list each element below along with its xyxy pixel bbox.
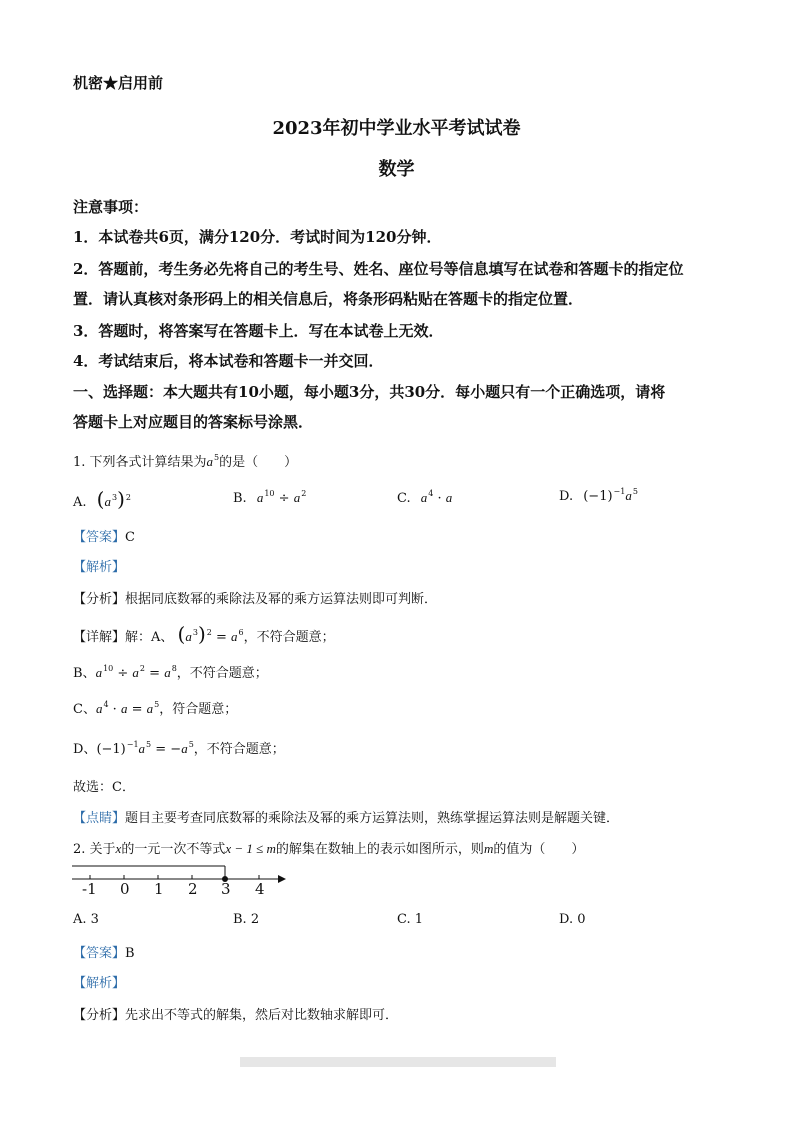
notice-item-3: 3．答题时，将答案写在答题卡上．写在本试卷上无效． [73, 322, 444, 340]
notice-item-2-cont: 置．请认真核对条形码上的相关信息后，将条形码粘贴在答题卡的指定位置． [73, 290, 584, 308]
axis-label: 1 [154, 880, 164, 898]
exam-title: 2023年初中学业水平考试试卷 [272, 118, 521, 139]
confidential-label: 机密★启用前 [73, 74, 164, 92]
q1-xiangjie-d: D、$(-1)^{-1}a^5 = -a^5$，不符合题意； [73, 740, 285, 757]
q2-analysis-tag: 【解析】 [73, 976, 126, 991]
q2-answer: 【答案】B [73, 946, 135, 961]
q2-fenxi: 【分析】先求出不等式的解集，然后对比数轴求解即可． [73, 1008, 399, 1023]
q1-option-c: C. $a^4 \cdot a$ [397, 489, 453, 506]
axis-label: -1 [82, 880, 97, 898]
axis-label: 4 [255, 880, 265, 898]
q2-option-d: D. 0 [559, 912, 586, 927]
q1-option-d: D. $(-1)^{-1}a^5$ [559, 487, 638, 504]
number-line [70, 860, 290, 900]
arrow-icon [278, 875, 286, 883]
q1-xiangjie-b: B、$a^{10} \div a^2 = a^8$，不符合题意； [73, 664, 268, 681]
q1-fenxi: 【分析】根据同底数幂的乘除法及幂的乘方运算法则即可判断． [73, 592, 438, 607]
axis-label: 0 [120, 880, 130, 898]
q2-option-c: C. 1 [397, 912, 424, 927]
section-heading-line2: 答题卡上对应题目的答案标号涂黑． [73, 413, 314, 431]
q1-answer: 【答案】C [73, 530, 135, 545]
q1-choice: 故选：C． [73, 780, 135, 795]
q2-stem: 2. 关于x的一元一次不等式x − 1 ≤ m的解集在数轴上的表示如图所示，则m的值为（ ） [73, 841, 585, 857]
q1-stem: 1. 下列各式计算结果为$a^5$的是（ ） [73, 453, 298, 470]
axis-label: 2 [188, 880, 198, 898]
notice-item-1: 1．本试卷共6页，满分120分．考试时间为120分钟． [73, 228, 442, 246]
q1-option-b: B. $a^{10} \div a^2$ [233, 489, 307, 506]
notice-heading: 注意事项： [73, 198, 149, 216]
q1-dianjing: 【点睛】题目主要考查同底数幂的乘除法及幂的乘方运算法则，熟练掌握运算法则是解题关键． [73, 811, 620, 826]
q2-option-a: A. 3 [73, 912, 99, 927]
subject-title: 数学 [378, 159, 415, 180]
q1-analysis-tag: 【解析】 [73, 560, 126, 575]
notice-item-4: 4．考试结束后，将本试卷和答题卡一并交回． [73, 352, 384, 370]
section-heading-line1: 一、选择题：本大题共有10小题，每小题3分，共30分．每小题只有一个正确选项，请将 [73, 383, 666, 401]
notice-item-2: 2．答题前，考生务必先将自己的考生号、姓名、座位号等信息填写在试卷和答题卡的指定位 [73, 260, 684, 278]
axis-label: 3 [221, 880, 231, 898]
footer-watermark [240, 1057, 556, 1067]
q1-option-a: A. $(a^3)^2$ [73, 487, 131, 511]
q2-option-b: B. 2 [233, 912, 260, 927]
q1-xiangjie-a: 【详解】解：A、 $(a^3)^2 = a^6$，不符合题意； [73, 622, 335, 646]
q1-xiangjie-c: C、$a^4 \cdot a = a^5$，符合题意； [73, 700, 238, 717]
